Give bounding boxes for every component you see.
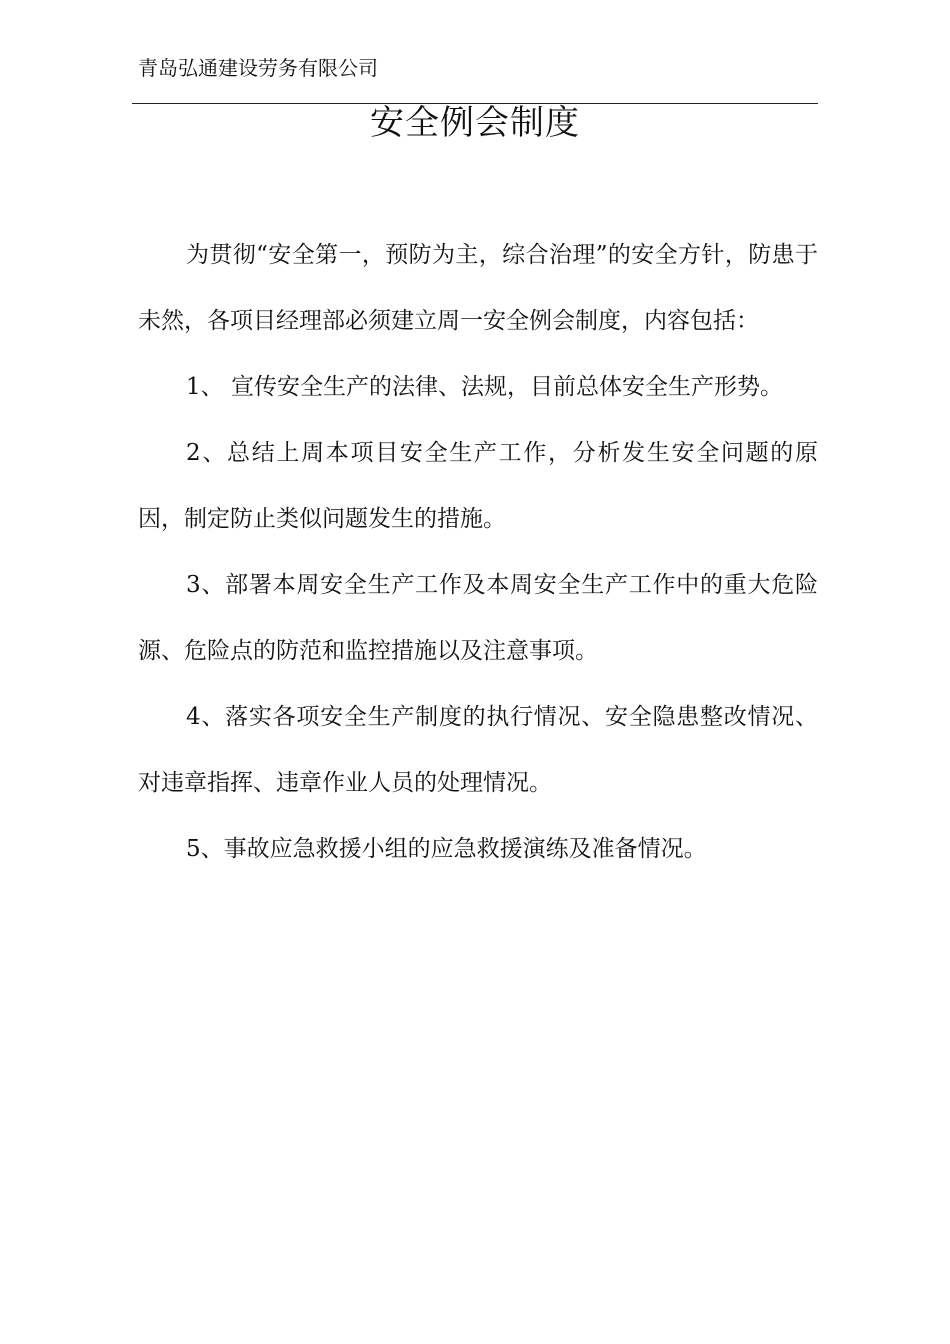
list-item-1 [138,354,818,420]
item-text: 落实各项安全生产制度的执行情况、安全隐患整改情况、对违章指挥、违章作业人员的处理情况。 [138,704,818,796]
company-name: 青岛弘通建设劳务有限公司 [138,56,378,80]
list-item-3 [138,552,818,684]
item-text: 部署本周安全生产工作及本周安全生产工作中的重大危险源、危险点的防范和监控措施以及注意事项。 [138,572,818,664]
item-number: 5、 [186,836,224,862]
list-item-5 [138,816,818,882]
item-number: 3、 [186,572,226,598]
item-text: 事故应急救援小组的应急救援演练及准备情况。 [223,836,707,862]
intro-paragraph: 为贯彻“安全第一，预防为主，综合治理”的安全方针，防患于未然，各项目经理部必须建立周一安全例会制度，内容包括： [138,242,818,334]
document-body [138,222,818,882]
item-text: 总结上周本项目安全生产工作，分析发生安全问题的原因，制定防止类似问题发生的措施。 [138,440,819,532]
list-item-2 [138,420,818,552]
document-title: 安全例会制度 [370,103,580,143]
list-item-4 [138,684,818,816]
item-text: 宣传安全生产的法律、法规，目前总体安全生产形势。 [223,374,783,400]
item-number: 1、 [186,374,224,400]
item-number: 4、 [186,704,226,730]
item-number: 2、 [186,440,228,466]
